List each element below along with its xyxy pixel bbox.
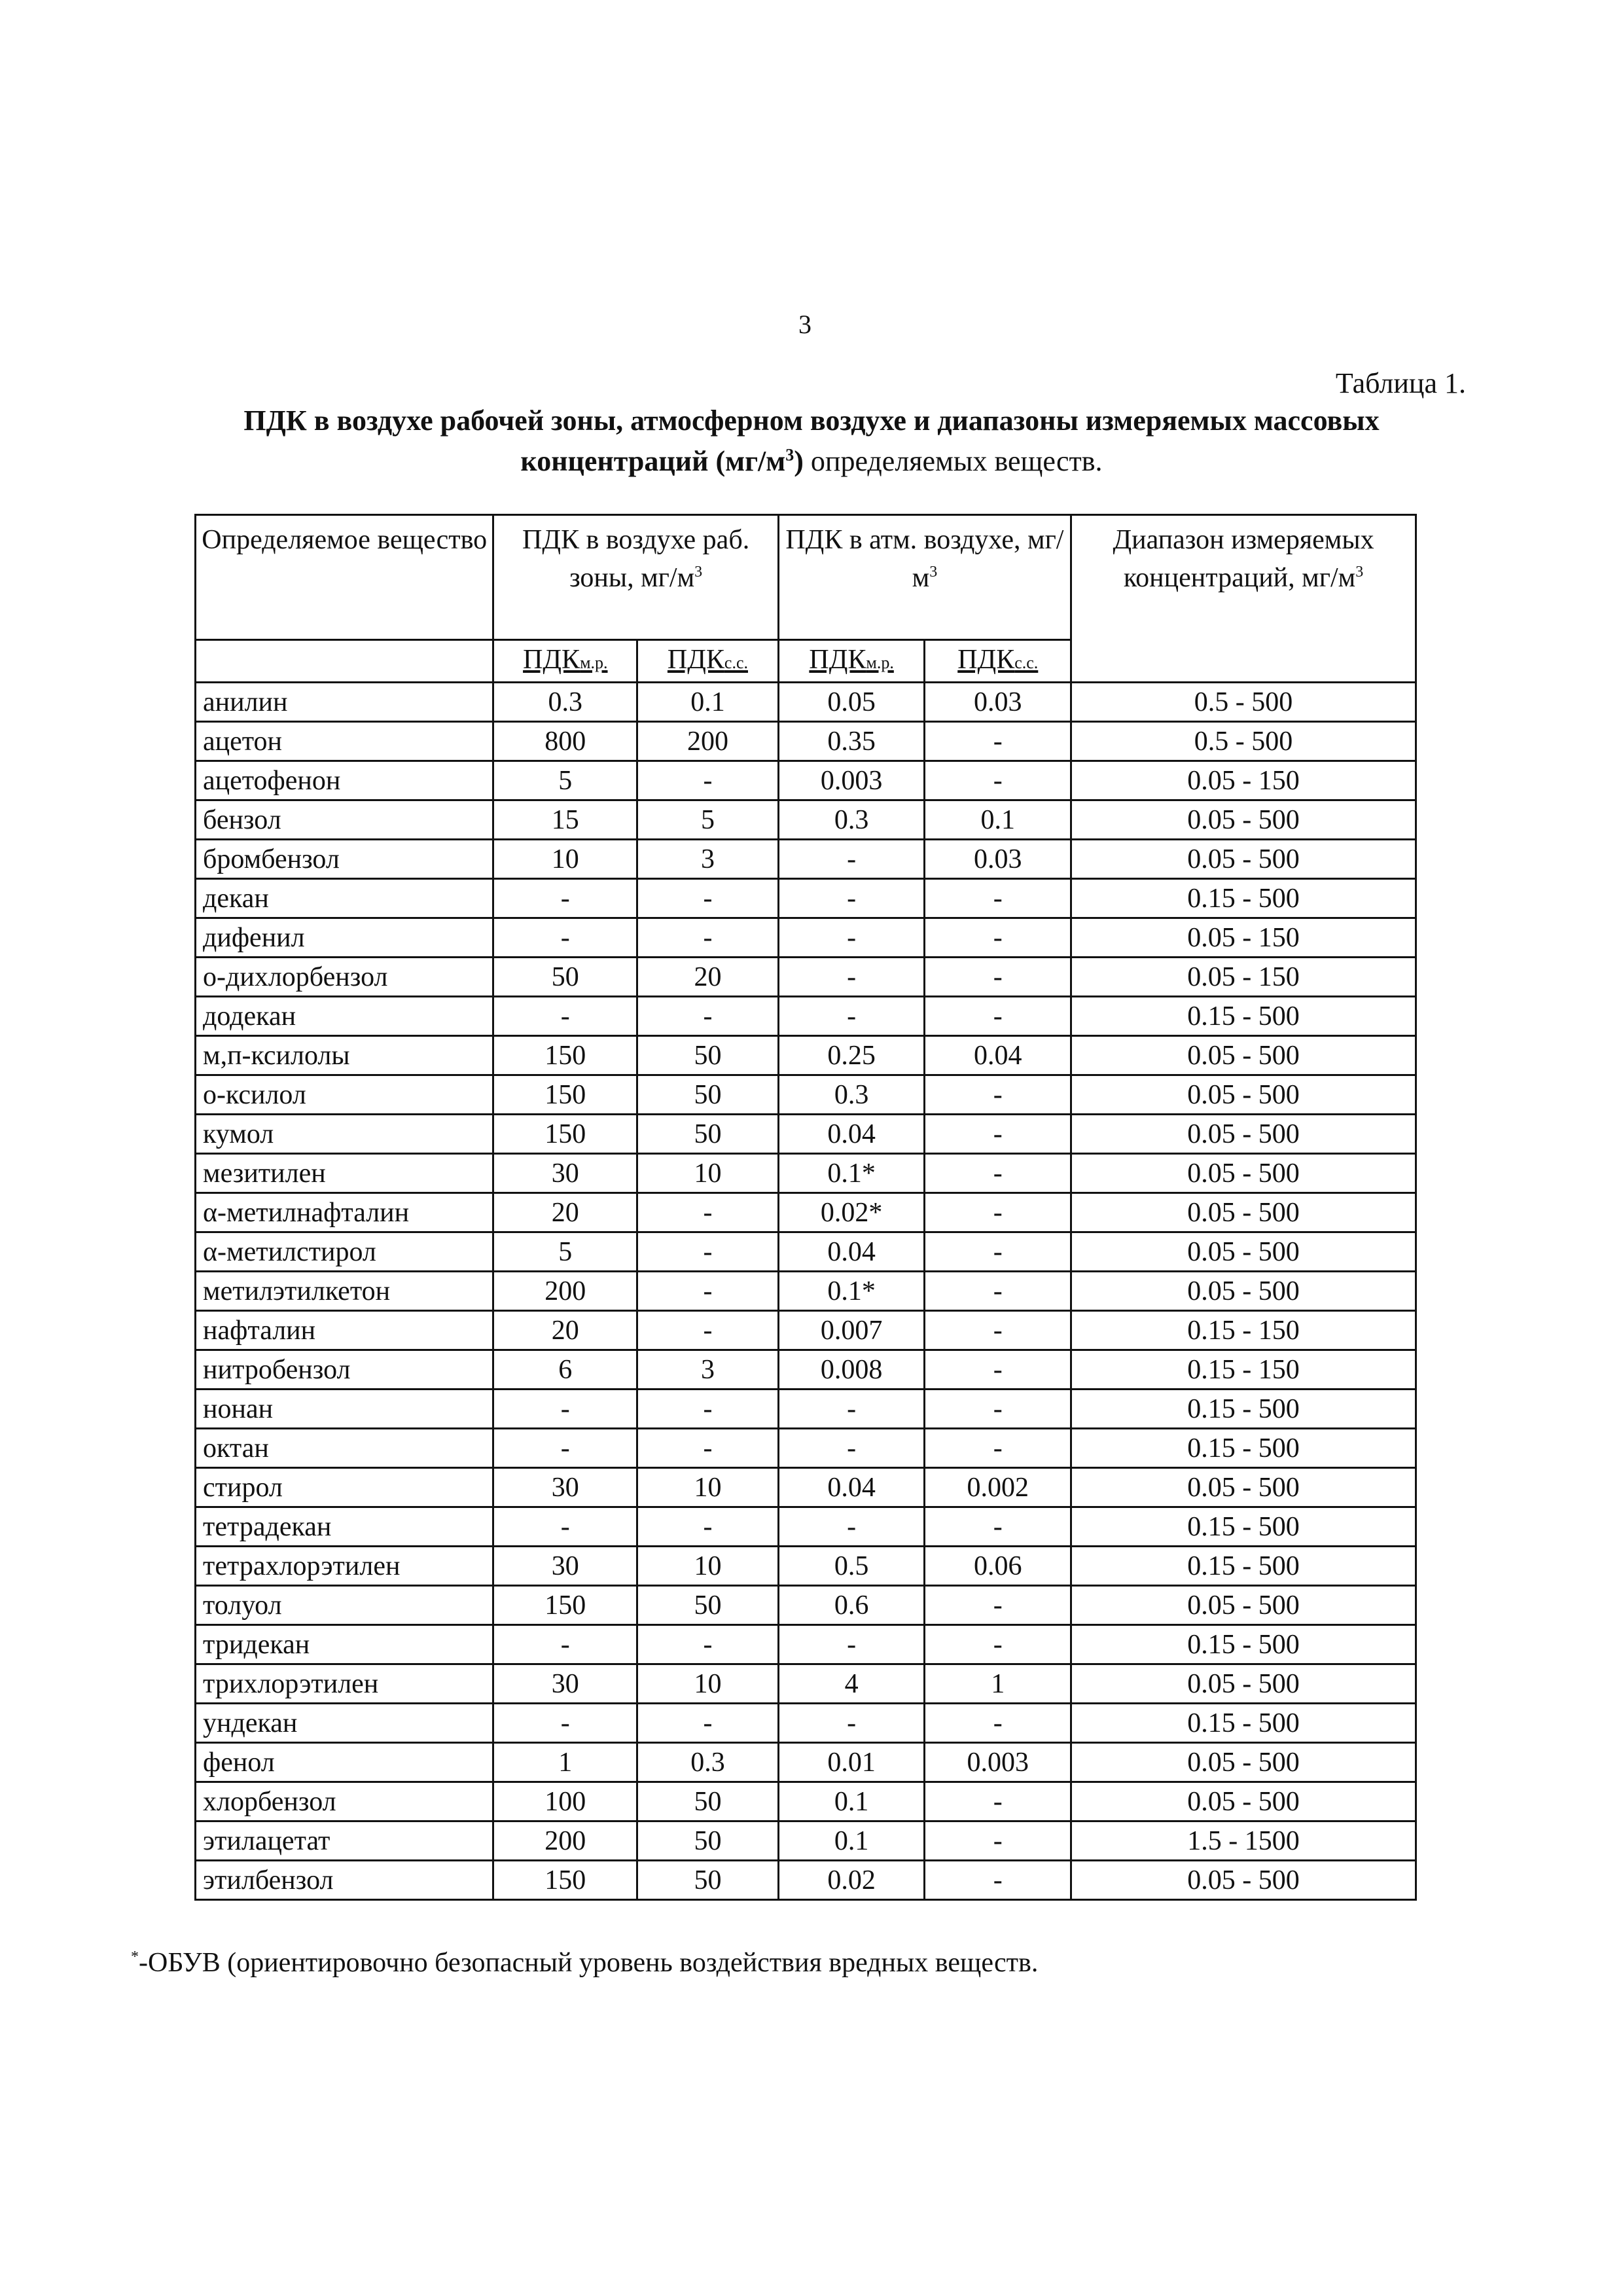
table-row	[196, 1115, 1416, 1154]
table-row	[196, 1311, 1416, 1350]
value-cell: 100	[493, 1782, 637, 1821]
table-row	[196, 1272, 1416, 1311]
value-cell: -	[925, 1704, 1071, 1743]
substance-cell: фенол	[196, 1743, 493, 1782]
value-cell: 10	[493, 840, 637, 879]
value-cell: -	[925, 722, 1071, 761]
value-cell: -	[493, 1507, 637, 1547]
substance-cell: нитробензол	[196, 1350, 493, 1390]
value-cell: 0.15 - 500	[1071, 879, 1416, 918]
value-cell: -	[637, 1429, 779, 1468]
table-row	[196, 1782, 1416, 1821]
table-row	[196, 879, 1416, 918]
value-cell: -	[637, 1193, 779, 1232]
table-row	[196, 918, 1416, 958]
value-cell: 0.002	[925, 1468, 1071, 1507]
header-work-zone: ПДК в воздухе раб. зоны, $мг/м^3$	[493, 515, 778, 640]
value-cell: -	[925, 1586, 1071, 1625]
value-cell: 150	[493, 1115, 637, 1154]
value-cell: -	[493, 1704, 637, 1743]
value-cell: 0.15 - 500	[1071, 1625, 1416, 1664]
table-label: Таблица 1.	[1335, 367, 1466, 399]
table-row	[196, 1507, 1416, 1547]
value-cell: 0.3	[778, 800, 925, 840]
value-cell: 0.03	[925, 683, 1071, 722]
value-cell: 0.03	[925, 840, 1071, 879]
substance-cell: α-метилнафталин	[196, 1193, 493, 1232]
table-row	[196, 997, 1416, 1036]
substance-cell: ундекан	[196, 1704, 493, 1743]
value-cell: -	[493, 1429, 637, 1468]
substance-cell: этилацетат	[196, 1821, 493, 1861]
value-cell: -	[925, 1311, 1071, 1350]
value-cell: -	[493, 997, 637, 1036]
value-cell: 5	[493, 761, 637, 800]
value-cell: 0.05 - 150	[1071, 761, 1416, 800]
value-cell: 0.007	[778, 1311, 925, 1350]
value-cell: 30	[493, 1468, 637, 1507]
header-empty	[196, 640, 493, 683]
footnote	[131, 1947, 1038, 1979]
value-cell: -	[925, 1350, 1071, 1390]
value-cell: 0.5	[778, 1547, 925, 1586]
page-number: 3	[798, 310, 812, 339]
table-row	[196, 683, 1416, 722]
substance-cell: бромбензол	[196, 840, 493, 879]
header-range: Диапазон измеряемых концентраций, $мг/м^3$	[1071, 515, 1416, 683]
header-row-1	[196, 515, 1416, 640]
value-cell: 50	[637, 1036, 779, 1075]
value-cell: 0.05 - 500	[1071, 1861, 1416, 1900]
table-row	[196, 1232, 1416, 1272]
value-cell: 0.01	[778, 1743, 925, 1782]
header-pdk-mr-1: ПДКм.р.	[493, 640, 637, 683]
substance-cell: трихлорэтилен	[196, 1664, 493, 1704]
value-cell: 200	[493, 1821, 637, 1861]
value-cell: -	[925, 1861, 1071, 1900]
value-cell: 30	[493, 1664, 637, 1704]
value-cell: -	[637, 1704, 779, 1743]
value-cell: 0.05 - 500	[1071, 1115, 1416, 1154]
pdk-table	[194, 514, 1417, 1901]
value-cell: 0.04	[925, 1036, 1071, 1075]
substance-cell: м,п-ксилолы	[196, 1036, 493, 1075]
substance-cell: стирол	[196, 1468, 493, 1507]
substance-cell: додекан	[196, 997, 493, 1036]
value-cell: 5	[493, 1232, 637, 1272]
value-cell: 1	[493, 1743, 637, 1782]
value-cell: 150	[493, 1586, 637, 1625]
value-cell: -	[493, 1625, 637, 1664]
value-cell: -	[637, 1272, 779, 1311]
substance-cell: о-ксилол	[196, 1075, 493, 1115]
value-cell: -	[778, 1390, 925, 1429]
value-cell: 15	[493, 800, 637, 840]
substance-cell: бензол	[196, 800, 493, 840]
value-cell: -	[637, 1507, 779, 1547]
value-cell: 10	[637, 1468, 779, 1507]
value-cell: 4	[778, 1664, 925, 1704]
substance-cell: кумол	[196, 1115, 493, 1154]
value-cell: 30	[493, 1154, 637, 1193]
table-row	[196, 1704, 1416, 1743]
value-cell: 0.05 - 500	[1071, 800, 1416, 840]
substance-cell: α-метилстирол	[196, 1232, 493, 1272]
title-line-1: ПДК в воздухе рабочей зоны, атмосферном воздухе и диапазоны измеряемых массовых	[243, 404, 1380, 437]
footnote-text: -ОБУВ (ориентировочно безопасный уровень воздействия вредных веществ.	[139, 1948, 1039, 1978]
substance-cell: этилбензол	[196, 1861, 493, 1900]
value-cell: 0.05	[778, 683, 925, 722]
table-row	[196, 840, 1416, 879]
value-cell: -	[637, 918, 779, 958]
title-line-2-c: определяемых веществ.	[803, 445, 1103, 477]
value-cell: -	[925, 761, 1071, 800]
value-cell: 0.1	[778, 1782, 925, 1821]
value-cell: -	[637, 761, 779, 800]
value-cell: 0.05 - 500	[1071, 1075, 1416, 1115]
value-cell: 0.04	[778, 1232, 925, 1272]
value-cell: 0.15 - 500	[1071, 1507, 1416, 1547]
substance-cell: хлорбензол	[196, 1782, 493, 1821]
value-cell: 0.05 - 500	[1071, 1586, 1416, 1625]
table-row	[196, 722, 1416, 761]
value-cell: -	[778, 1625, 925, 1664]
value-cell: -	[925, 958, 1071, 997]
value-cell: 50	[637, 1821, 779, 1861]
table-row	[196, 1821, 1416, 1861]
value-cell: 0.15 - 500	[1071, 1547, 1416, 1586]
value-cell: 0.15 - 500	[1071, 1390, 1416, 1429]
value-cell: 0.5 - 500	[1071, 683, 1416, 722]
value-cell: 150	[493, 1036, 637, 1075]
table-row	[196, 1586, 1416, 1625]
value-cell: 0.05 - 500	[1071, 1232, 1416, 1272]
header-pdk-ss-1: ПДКс.с.	[637, 640, 779, 683]
value-cell: 0.05 - 500	[1071, 1272, 1416, 1311]
value-cell: -	[925, 1390, 1071, 1429]
value-cell: -	[493, 918, 637, 958]
table-row	[196, 1429, 1416, 1468]
value-cell: -	[778, 1507, 925, 1547]
table-row	[196, 958, 1416, 997]
value-cell: -	[925, 1821, 1071, 1861]
table-row	[196, 1075, 1416, 1115]
value-cell: 150	[493, 1075, 637, 1115]
value-cell: 50	[637, 1782, 779, 1821]
value-cell: 50	[493, 958, 637, 997]
value-cell: 3	[637, 1350, 779, 1390]
table-row	[196, 1625, 1416, 1664]
value-cell: 0.003	[778, 761, 925, 800]
value-cell: 30	[493, 1547, 637, 1586]
value-cell: 3	[637, 840, 779, 879]
substance-cell: тетрахлорэтилен	[196, 1547, 493, 1586]
value-cell: 0.3	[778, 1075, 925, 1115]
value-cell: 0.05 - 150	[1071, 918, 1416, 958]
substance-cell: мезитилен	[196, 1154, 493, 1193]
substance-cell: о-дихлорбензол	[196, 958, 493, 997]
substance-cell: нафталин	[196, 1311, 493, 1350]
value-cell: 0.15 - 500	[1071, 1704, 1416, 1743]
value-cell: -	[493, 879, 637, 918]
table-title	[164, 401, 1459, 482]
substance-cell: дифенил	[196, 918, 493, 958]
value-cell: 0.05 - 500	[1071, 840, 1416, 879]
value-cell: 0.35	[778, 722, 925, 761]
substance-cell: декан	[196, 879, 493, 918]
header-pdk-mr-2: ПДКм.р.	[778, 640, 925, 683]
value-cell: 0.05 - 500	[1071, 1154, 1416, 1193]
value-cell: -	[637, 1311, 779, 1350]
value-cell: -	[637, 997, 779, 1036]
value-cell: 20	[637, 958, 779, 997]
value-cell: 5	[637, 800, 779, 840]
value-cell: 0.05 - 500	[1071, 1664, 1416, 1704]
value-cell: -	[637, 1232, 779, 1272]
value-cell: 0.05 - 150	[1071, 958, 1416, 997]
value-cell: 0.02	[778, 1861, 925, 1900]
table-row	[196, 1390, 1416, 1429]
substance-cell: октан	[196, 1429, 493, 1468]
value-cell: -	[778, 840, 925, 879]
value-cell: -	[637, 1390, 779, 1429]
value-cell: -	[778, 997, 925, 1036]
value-cell: -	[925, 1272, 1071, 1311]
value-cell: 20	[493, 1311, 637, 1350]
value-cell: -	[925, 1507, 1071, 1547]
value-cell: 0.25	[778, 1036, 925, 1075]
substance-cell: метилэтилкетон	[196, 1272, 493, 1311]
value-cell: -	[925, 1232, 1071, 1272]
value-cell: 10	[637, 1547, 779, 1586]
substance-cell: ацетофенон	[196, 761, 493, 800]
value-cell: 0.1	[925, 800, 1071, 840]
value-cell: 0.02*	[778, 1193, 925, 1232]
value-cell: -	[778, 958, 925, 997]
value-cell: -	[925, 918, 1071, 958]
value-cell: 0.04	[778, 1468, 925, 1507]
value-cell: 0.05 - 500	[1071, 1036, 1416, 1075]
header-atm: ПДК в атм. воздухе, $мг/м^3$	[778, 515, 1071, 640]
substance-cell: тетрадекан	[196, 1507, 493, 1547]
value-cell: -	[637, 1625, 779, 1664]
table-row	[196, 1468, 1416, 1507]
value-cell: 0.1*	[778, 1272, 925, 1311]
value-cell: 200	[637, 722, 779, 761]
table-row	[196, 1036, 1416, 1075]
value-cell: 0.003	[925, 1743, 1071, 1782]
value-cell: -	[925, 1429, 1071, 1468]
value-cell: -	[778, 1429, 925, 1468]
table-row	[196, 1350, 1416, 1390]
value-cell: -	[778, 1704, 925, 1743]
value-cell: 0.6	[778, 1586, 925, 1625]
value-cell: 10	[637, 1154, 779, 1193]
value-cell: 0.15 - 500	[1071, 997, 1416, 1036]
substance-cell: тридекан	[196, 1625, 493, 1664]
value-cell: 50	[637, 1115, 779, 1154]
value-cell: 6	[493, 1350, 637, 1390]
value-cell: 0.1*	[778, 1154, 925, 1193]
substance-cell: ацетон	[196, 722, 493, 761]
value-cell: 1	[925, 1664, 1071, 1704]
title-line-2	[164, 441, 1459, 482]
value-cell: 0.1	[778, 1821, 925, 1861]
value-cell: 0.3	[637, 1743, 779, 1782]
table-row	[196, 1154, 1416, 1193]
header-pdk-ss-2: ПДКс.с.	[925, 640, 1071, 683]
table-row	[196, 761, 1416, 800]
value-cell: -	[925, 1193, 1071, 1232]
substance-cell: анилин	[196, 683, 493, 722]
value-cell: -	[778, 879, 925, 918]
value-cell: 10	[637, 1664, 779, 1704]
value-cell: 50	[637, 1075, 779, 1115]
footnote-mark: *	[131, 1948, 139, 1965]
value-cell: 0.008	[778, 1350, 925, 1390]
title-line-2-b: )	[794, 445, 804, 477]
value-cell: 0.05 - 500	[1071, 1743, 1416, 1782]
table-row	[196, 1193, 1416, 1232]
substance-cell: нонан	[196, 1390, 493, 1429]
value-cell: 50	[637, 1586, 779, 1625]
value-cell: -	[925, 1115, 1071, 1154]
value-cell: -	[925, 997, 1071, 1036]
value-cell: 0.05 - 500	[1071, 1193, 1416, 1232]
value-cell: 1.5 - 1500	[1071, 1821, 1416, 1861]
value-cell: 0.3	[493, 683, 637, 722]
table-row	[196, 1861, 1416, 1900]
value-cell: -	[925, 1625, 1071, 1664]
substance-cell: толуол	[196, 1586, 493, 1625]
value-cell: 0.15 - 150	[1071, 1350, 1416, 1390]
value-cell: 0.5 - 500	[1071, 722, 1416, 761]
table-row	[196, 1664, 1416, 1704]
value-cell: 0.15 - 500	[1071, 1429, 1416, 1468]
value-cell: 0.05 - 500	[1071, 1468, 1416, 1507]
value-cell: -	[493, 1390, 637, 1429]
value-cell: 0.05 - 500	[1071, 1782, 1416, 1821]
value-cell: -	[925, 1154, 1071, 1193]
value-cell: -	[925, 879, 1071, 918]
value-cell: 0.06	[925, 1547, 1071, 1586]
header-substance: Определяемое вещество	[196, 515, 493, 640]
value-cell: 50	[637, 1861, 779, 1900]
title-sup: 3	[785, 445, 794, 465]
value-cell: 0.04	[778, 1115, 925, 1154]
value-cell: -	[925, 1782, 1071, 1821]
table-row	[196, 1743, 1416, 1782]
value-cell: 200	[493, 1272, 637, 1311]
table-row	[196, 800, 1416, 840]
value-cell: -	[778, 918, 925, 958]
table-row	[196, 1547, 1416, 1586]
value-cell: -	[925, 1075, 1071, 1115]
title-line-2-a: концентраций (мг/м	[520, 445, 786, 477]
value-cell: 800	[493, 722, 637, 761]
value-cell: 20	[493, 1193, 637, 1232]
value-cell: 150	[493, 1861, 637, 1900]
value-cell: -	[637, 879, 779, 918]
value-cell: 0.15 - 150	[1071, 1311, 1416, 1350]
value-cell: 0.1	[637, 683, 779, 722]
